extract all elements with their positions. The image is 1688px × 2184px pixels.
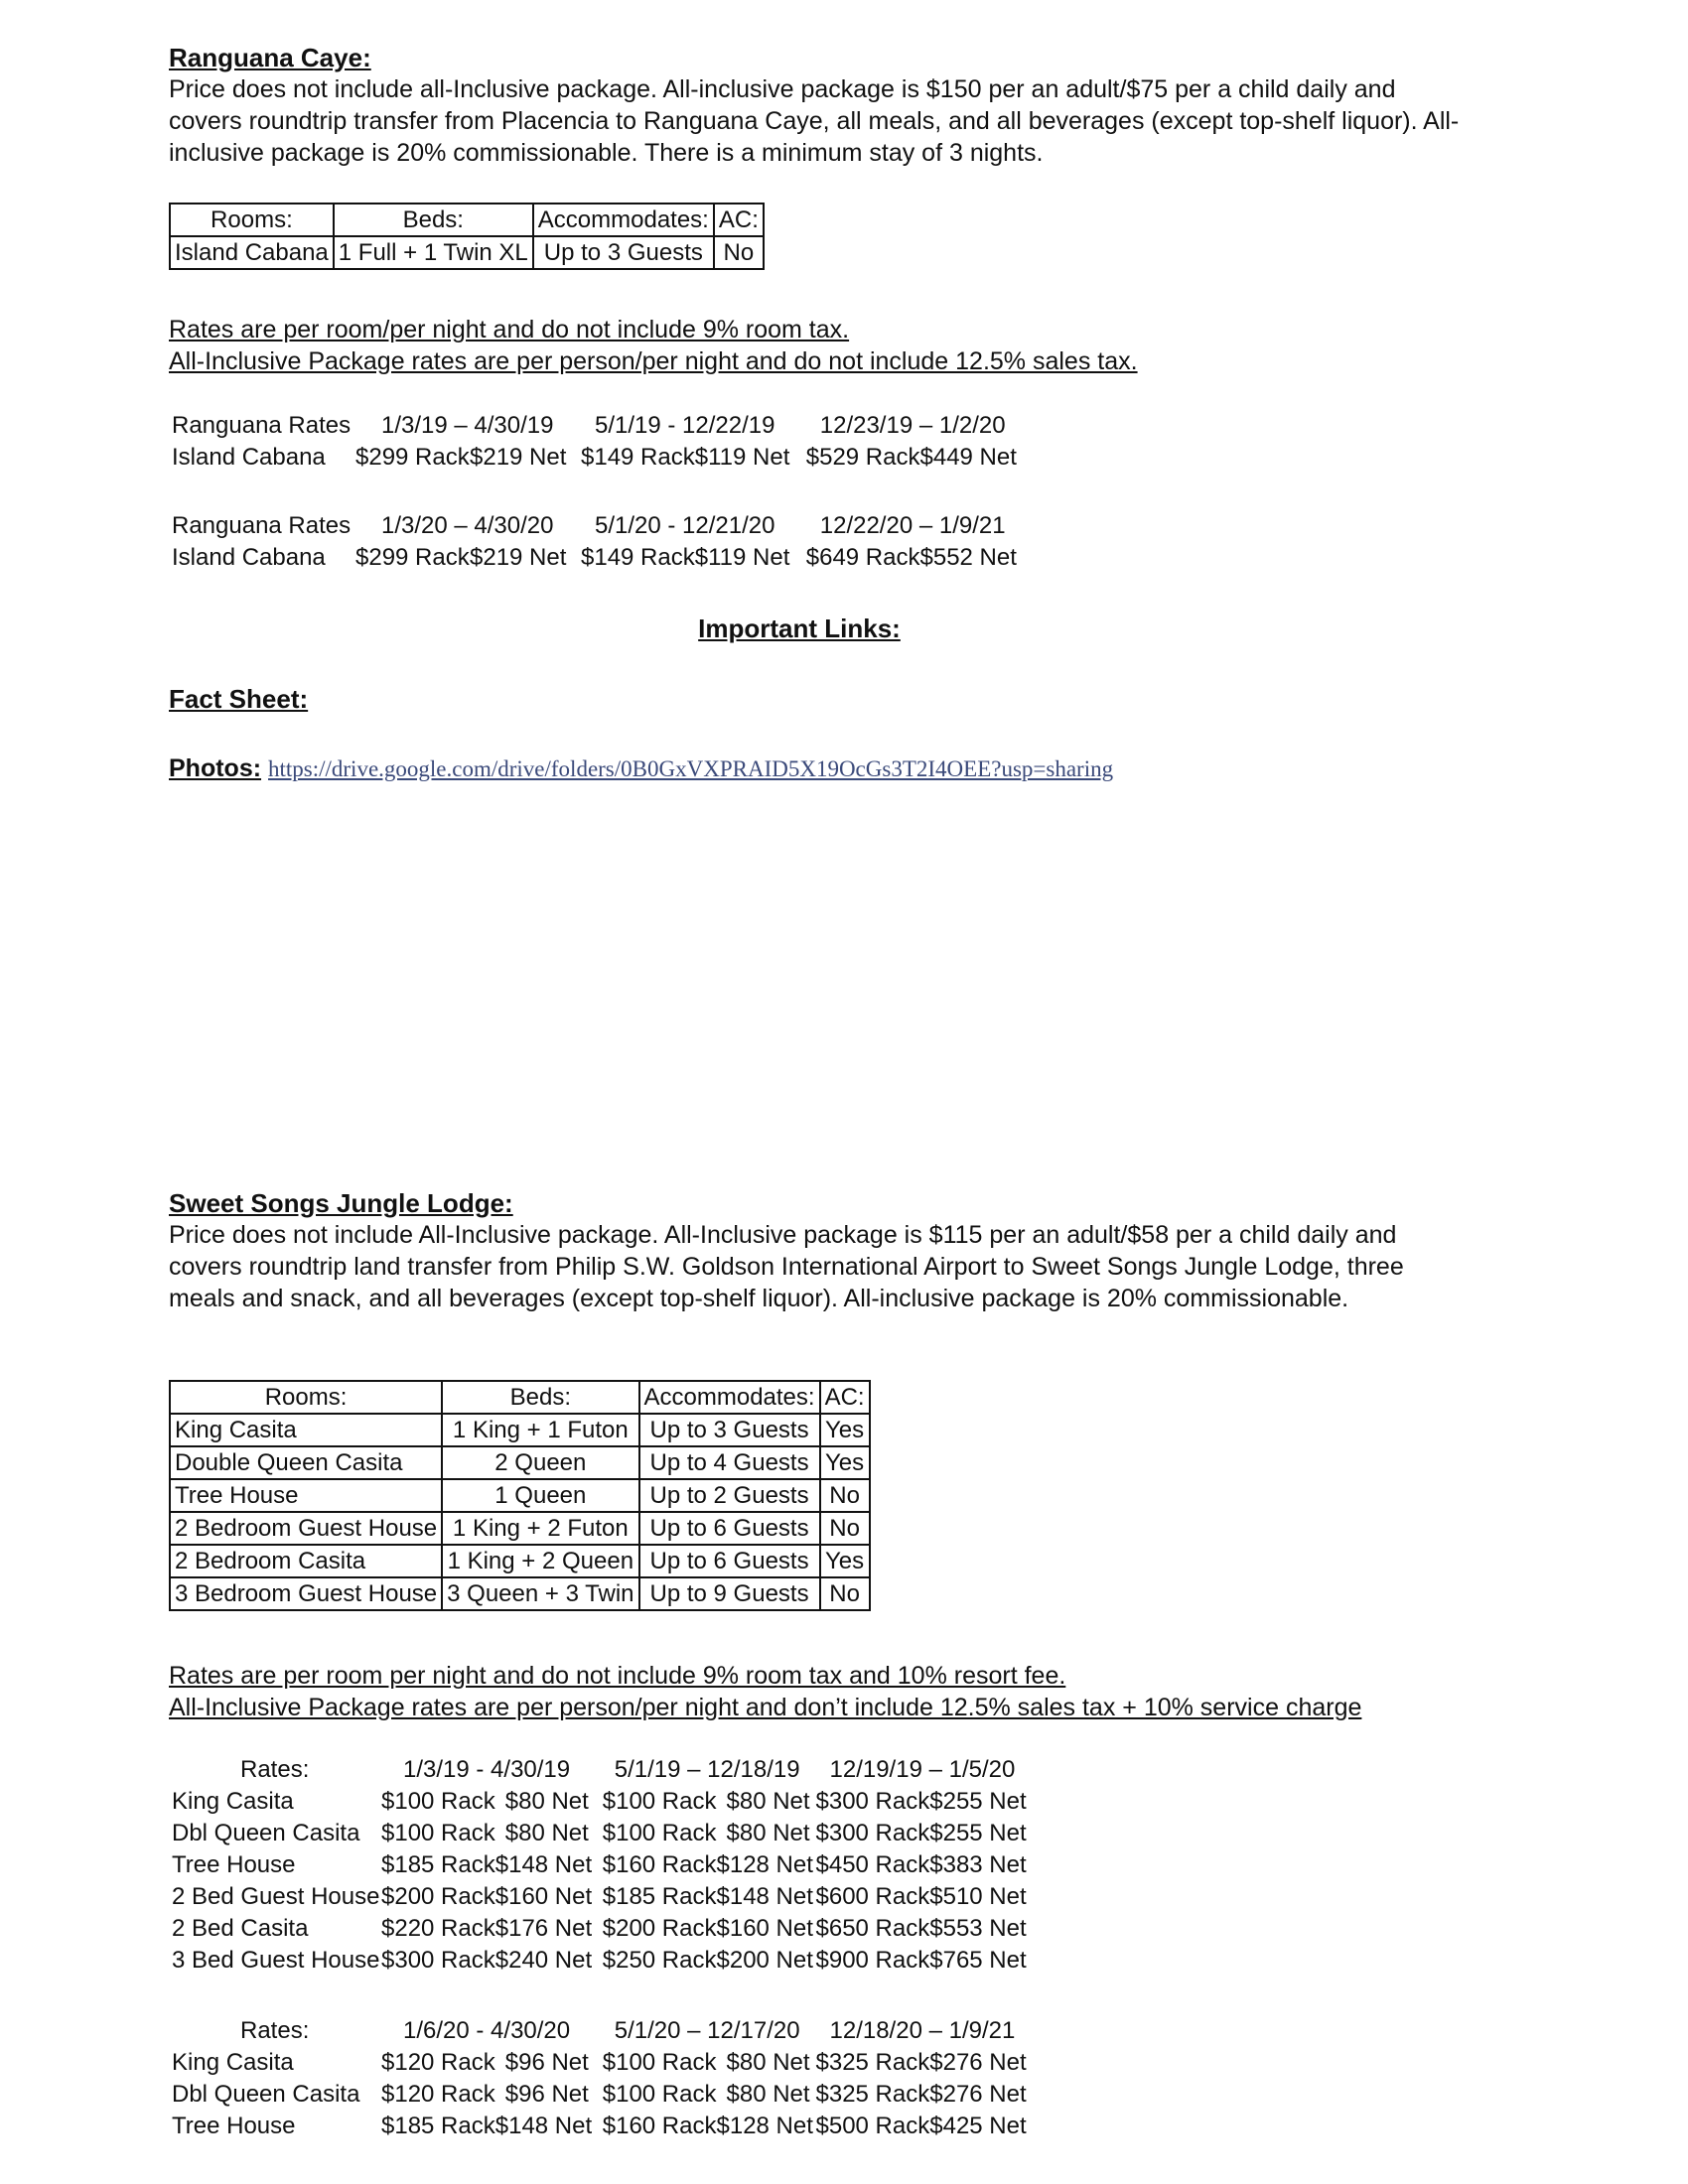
rate-value: $149 Rack bbox=[581, 544, 695, 571]
rate-value: $450 Rack bbox=[815, 1851, 930, 1878]
rates-period: 1/6/20 - 4/30/20 bbox=[403, 2017, 571, 2044]
rates-room: 3 Bed Guest House bbox=[172, 1947, 380, 1974]
header-beds: Beds: bbox=[442, 1381, 638, 1414]
rate-value: $80 Net bbox=[726, 1788, 810, 1815]
rates-room: 2 Bed Guest House bbox=[172, 1883, 380, 1910]
rate-value: $276 Net bbox=[929, 2081, 1027, 2108]
rate-value: $100 Rack bbox=[381, 1788, 495, 1815]
rate-value: $240 Net bbox=[494, 1947, 593, 1974]
cell-room: Double Queen Casita bbox=[170, 1446, 442, 1479]
cell-beds: 3 Queen + 3 Twin bbox=[442, 1577, 638, 1610]
rates-period: 1/3/19 – 4/30/19 bbox=[381, 412, 554, 439]
rates-period: 1/3/20 – 4/30/20 bbox=[381, 512, 554, 539]
ranguana-note-room-tax: Rates are per room/per night and do not include 9% room tax. bbox=[169, 316, 850, 343]
rate-value: $160 Net bbox=[494, 1883, 593, 1910]
rates-room: Tree House bbox=[172, 1851, 296, 1878]
rate-value: $148 Net bbox=[716, 1883, 813, 1910]
rate-value: $383 Net bbox=[929, 1851, 1027, 1878]
cell-room: Tree House bbox=[170, 1479, 442, 1512]
rate-value: $128 Net bbox=[716, 2113, 813, 2139]
ranguana-section bbox=[169, 42, 1460, 169]
cell-room: 2 Bedroom Casita bbox=[170, 1545, 442, 1577]
table-row bbox=[169, 1818, 1039, 1849]
table-row bbox=[169, 2047, 1039, 2079]
rate-value: $176 Net bbox=[494, 1915, 593, 1942]
rate-value: $149 Rack bbox=[581, 444, 695, 471]
rates-table bbox=[169, 410, 1030, 474]
rate-value: $300 Rack bbox=[815, 1788, 930, 1815]
rate-value: $80 Net bbox=[504, 1788, 589, 1815]
important-links-heading-wrap bbox=[0, 613, 1599, 644]
sweet-songs-rooms-table-wrap bbox=[169, 1380, 1460, 1611]
rate-value: $900 Rack bbox=[815, 1947, 930, 1974]
rate-value: $185 Rack bbox=[602, 1883, 717, 1910]
table-row bbox=[169, 1786, 1039, 1818]
rate-value: $128 Net bbox=[716, 1851, 813, 1878]
cell-beds: 1 King + 2 Futon bbox=[442, 1512, 638, 1545]
rate-value: $219 Net bbox=[470, 444, 567, 471]
rates-room: Dbl Queen Casita bbox=[172, 1820, 360, 1846]
cell-ac: No bbox=[820, 1577, 870, 1610]
rates-period: 5/1/20 - 12/21/20 bbox=[595, 512, 775, 539]
sweet-songs-rooms-table bbox=[169, 1380, 871, 1611]
sweet-songs-note-package: All-Inclusive Package rates are per person/per night and don’t include 12.5% sales tax + 10% service charge bbox=[169, 1694, 1362, 1721]
rate-value: $219 Net bbox=[470, 544, 567, 571]
table-row bbox=[169, 542, 1030, 574]
rates-period: 12/23/19 – 1/2/20 bbox=[819, 412, 1006, 439]
header-ac: AC: bbox=[714, 204, 764, 236]
table-row bbox=[170, 1545, 870, 1577]
ranguana-rooms-table-wrap bbox=[169, 203, 1460, 270]
cell-ac: Yes bbox=[820, 1545, 870, 1577]
rate-value: $119 Net bbox=[694, 544, 790, 571]
rate-value: $100 Rack bbox=[381, 1820, 495, 1846]
ranguana-title: Ranguana Caye: bbox=[169, 43, 371, 72]
rate-value: $160 Rack bbox=[602, 2113, 717, 2139]
rates-label: Ranguana Rates bbox=[172, 412, 352, 439]
rate-value: $276 Net bbox=[929, 2049, 1027, 2076]
header-rooms: Rooms: bbox=[170, 204, 334, 236]
cell-beds: 1 King + 2 Queen bbox=[442, 1545, 638, 1577]
rate-value: $100 Rack bbox=[602, 1788, 717, 1815]
rate-value: $80 Net bbox=[726, 2049, 810, 2076]
sweet-songs-section bbox=[169, 1187, 1460, 1314]
rate-value: $120 Rack bbox=[381, 2081, 495, 2108]
cell-beds: 1 Full + 1 Twin XL bbox=[334, 236, 533, 269]
cell-ac: No bbox=[820, 1512, 870, 1545]
sweet-songs-notes bbox=[169, 1660, 1460, 1723]
rates-room: Dbl Queen Casita bbox=[172, 2081, 360, 2108]
rate-value: $80 Net bbox=[726, 1820, 810, 1846]
rate-value: $220 Rack bbox=[381, 1915, 495, 1942]
header-beds: Beds: bbox=[334, 204, 533, 236]
rate-value: $80 Net bbox=[504, 1820, 589, 1846]
ranguana-rates-2019 bbox=[169, 410, 1460, 474]
rate-value: $300 Rack bbox=[815, 1820, 930, 1846]
rate-value: $765 Net bbox=[929, 1947, 1027, 1974]
rate-value: $300 Rack bbox=[381, 1947, 495, 1974]
table-header-row bbox=[170, 204, 764, 236]
rates-label: Ranguana Rates bbox=[172, 512, 352, 539]
cell-beds: 2 Queen bbox=[442, 1446, 638, 1479]
rate-value: $529 Rack bbox=[805, 444, 920, 471]
rate-value: $80 Net bbox=[726, 2081, 810, 2108]
photos-line bbox=[169, 752, 1460, 785]
cell-ac: No bbox=[714, 236, 764, 269]
cell-ac: Yes bbox=[820, 1446, 870, 1479]
cell-accommodates: Up to 6 Guests bbox=[639, 1545, 820, 1577]
rate-value: $148 Net bbox=[494, 2113, 593, 2139]
rate-value: $100 Rack bbox=[602, 2049, 717, 2076]
important-links-title: Important Links: bbox=[698, 614, 901, 643]
rate-value: $325 Rack bbox=[815, 2049, 930, 2076]
rate-value: $185 Rack bbox=[381, 1851, 495, 1878]
rate-value: $148 Net bbox=[494, 1851, 593, 1878]
table-row bbox=[170, 1414, 870, 1446]
rate-value: $500 Rack bbox=[815, 2113, 930, 2139]
cell-room: King Casita bbox=[170, 1414, 442, 1446]
cell-accommodates: Up to 9 Guests bbox=[639, 1577, 820, 1610]
sweet-songs-note-room-tax: Rates are per room per night and do not include 9% room tax and 10% resort fee. bbox=[169, 1662, 1066, 1690]
rate-value: $325 Rack bbox=[815, 2081, 930, 2108]
rate-value: $200 Rack bbox=[602, 1915, 717, 1942]
rates-room: 2 Bed Casita bbox=[172, 1915, 309, 1942]
cell-room: 2 Bedroom Guest House bbox=[170, 1512, 442, 1545]
rates-table bbox=[169, 2015, 1039, 2142]
cell-accommodates: Up to 4 Guests bbox=[639, 1446, 820, 1479]
sweet-songs-rates-2019 bbox=[169, 1754, 1460, 1977]
fact-sheet-line bbox=[169, 683, 1460, 715]
rate-value: $449 Net bbox=[919, 444, 1017, 471]
sweet-songs-rates-2020 bbox=[169, 2015, 1460, 2142]
table-row bbox=[169, 2111, 1039, 2142]
table-row bbox=[170, 1479, 870, 1512]
rates-period: 12/19/19 – 1/5/20 bbox=[829, 1756, 1016, 1783]
rates-room: Tree House bbox=[172, 2113, 296, 2139]
rate-value: $119 Net bbox=[694, 444, 790, 471]
rates-header-row bbox=[169, 2015, 1039, 2047]
rates-period: 1/3/19 - 4/30/19 bbox=[403, 1756, 571, 1783]
rate-value: $100 Rack bbox=[602, 2081, 717, 2108]
rate-value: $553 Net bbox=[929, 1915, 1027, 1942]
ranguana-description: Price does not include all-Inclusive package. All-inclusive package is $150 per an adult/$75 per a child daily and covers roundtrip transfer from Placencia to Ranguana Caye, all meals, and all beverages (except top-shelf liquor). All-inclusive package is 20% commissionable. There is a minimum stay of 3 nights. bbox=[169, 75, 1460, 167]
header-accommodates: Accommodates: bbox=[639, 1381, 820, 1414]
fact-sheet-label[interactable]: Fact Sheet: bbox=[169, 684, 309, 714]
rate-value: $160 Rack bbox=[602, 1851, 717, 1878]
rate-value: $96 Net bbox=[504, 2049, 589, 2076]
table-row bbox=[169, 2079, 1039, 2111]
rates-period: 5/1/20 – 12/17/20 bbox=[614, 2017, 800, 2044]
rates-period: 5/1/19 – 12/18/19 bbox=[614, 1756, 800, 1783]
rate-value: $299 Rack bbox=[355, 444, 470, 471]
table-row bbox=[169, 1881, 1039, 1913]
rate-value: $649 Rack bbox=[805, 544, 920, 571]
rate-value: $96 Net bbox=[504, 2081, 589, 2108]
ranguana-rooms-table bbox=[169, 203, 765, 270]
header-ac: AC: bbox=[820, 1381, 870, 1414]
cell-accommodates: Up to 6 Guests bbox=[639, 1512, 820, 1545]
photos-link[interactable]: https://drive.google.com/drive/folders/0B0GxVXPRAID5X19OcGs3T2I4OEE?usp=sharing bbox=[268, 756, 1114, 781]
rates-room: Island Cabana bbox=[172, 444, 326, 471]
table-row bbox=[170, 236, 764, 269]
rates-header-row bbox=[169, 510, 1030, 542]
rates-header-row bbox=[169, 410, 1030, 442]
rates-table bbox=[169, 1754, 1039, 1977]
table-row bbox=[169, 1913, 1039, 1945]
cell-room: 3 Bedroom Guest House bbox=[170, 1577, 442, 1610]
rates-period: 12/18/20 – 1/9/21 bbox=[829, 2017, 1016, 2044]
table-row bbox=[169, 1849, 1039, 1881]
cell-beds: 1 Queen bbox=[442, 1479, 638, 1512]
table-row bbox=[170, 1446, 870, 1479]
rate-value: $100 Rack bbox=[602, 1820, 717, 1846]
rate-value: $200 Net bbox=[716, 1947, 813, 1974]
rates-period: 5/1/19 - 12/22/19 bbox=[595, 412, 775, 439]
ranguana-rates-2020 bbox=[169, 510, 1460, 574]
rates-label: Rates: bbox=[240, 1756, 310, 1783]
rate-value: $250 Rack bbox=[602, 1947, 717, 1974]
table-row bbox=[170, 1512, 870, 1545]
rate-value: $600 Rack bbox=[815, 1883, 930, 1910]
rate-value: $510 Net bbox=[929, 1883, 1027, 1910]
rates-room: King Casita bbox=[172, 2049, 294, 2076]
rate-value: $160 Net bbox=[716, 1915, 813, 1942]
cell-ac: Yes bbox=[820, 1414, 870, 1446]
cell-beds: 1 King + 1 Futon bbox=[442, 1414, 638, 1446]
cell-accommodates: Up to 3 Guests bbox=[533, 236, 714, 269]
rate-value: $425 Net bbox=[929, 2113, 1027, 2139]
rate-value: $120 Rack bbox=[381, 2049, 495, 2076]
header-rooms: Rooms: bbox=[170, 1381, 442, 1414]
ranguana-note-package: All-Inclusive Package rates are per person/per night and do not include 12.5% sales tax. bbox=[169, 347, 1138, 375]
photos-label: Photos: bbox=[169, 754, 262, 782]
rate-value: $255 Net bbox=[929, 1788, 1027, 1815]
sweet-songs-description: Price does not include All-Inclusive package. All-Inclusive package is $115 per an adult/$58 per a child daily and covers roundtrip land transfer from Philip S.W. Goldson International Airport to Sweet Songs Jungle Lodge, three meals and snack, and all beverages (except top-shelf liquor). All-inclusive package is 20% commissionable. bbox=[169, 1221, 1404, 1312]
table-row bbox=[169, 442, 1030, 474]
rates-header-row bbox=[169, 1754, 1039, 1786]
rate-value: $552 Net bbox=[919, 544, 1017, 571]
rate-value: $185 Rack bbox=[381, 2113, 495, 2139]
cell-ac: No bbox=[820, 1479, 870, 1512]
rates-label: Rates: bbox=[240, 2017, 310, 2044]
cell-accommodates: Up to 2 Guests bbox=[639, 1479, 820, 1512]
rate-value: $200 Rack bbox=[381, 1883, 495, 1910]
rate-value: $299 Rack bbox=[355, 544, 470, 571]
rates-room: Island Cabana bbox=[172, 544, 326, 571]
rates-room: King Casita bbox=[172, 1788, 294, 1815]
cell-room: Island Cabana bbox=[170, 236, 334, 269]
table-row bbox=[170, 1577, 870, 1610]
rates-period: 12/22/20 – 1/9/21 bbox=[819, 512, 1006, 539]
header-accommodates: Accommodates: bbox=[533, 204, 714, 236]
sweet-songs-title: Sweet Songs Jungle Lodge: bbox=[169, 1188, 513, 1218]
table-header-row bbox=[170, 1381, 870, 1414]
table-row bbox=[169, 1945, 1039, 1977]
rate-value: $255 Net bbox=[929, 1820, 1027, 1846]
ranguana-notes bbox=[169, 314, 1460, 377]
rates-table bbox=[169, 510, 1030, 574]
rate-value: $650 Rack bbox=[815, 1915, 930, 1942]
cell-accommodates: Up to 3 Guests bbox=[639, 1414, 820, 1446]
